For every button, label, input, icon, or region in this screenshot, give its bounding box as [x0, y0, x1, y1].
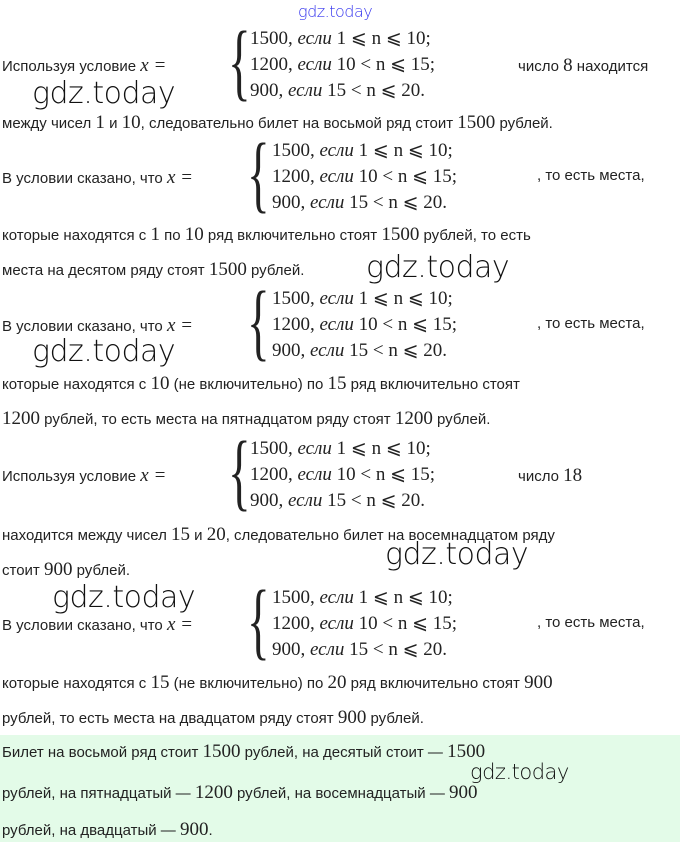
text-segment: рублей. — [432, 411, 491, 428]
case-word: если — [297, 54, 332, 75]
math-number: 1200 — [194, 782, 233, 803]
watermark: gdz.today — [366, 250, 510, 285]
text-segment: рублей, то есть — [419, 227, 531, 244]
text-segment: которые находятся с — [2, 376, 151, 393]
text-segment: , то есть места, — [537, 614, 645, 631]
math-number: 1200 — [394, 408, 433, 429]
label-text: В условии сказано, что — [2, 318, 163, 335]
math-number: 1500 — [202, 741, 241, 762]
text-segment: , следовательно билет на восьмой ряд стоит — [140, 115, 458, 132]
case-condition: 1 ⩽ n ⩽ 10; — [358, 140, 453, 161]
case-word: если — [319, 140, 354, 161]
text-segment: рублей, на десятый стоит — — [240, 744, 448, 761]
variable: x = — [166, 167, 193, 188]
condition-label — [2, 167, 193, 189]
math-number: 10 — [150, 373, 170, 394]
case-value: 1500, — [272, 587, 315, 608]
cases — [250, 26, 435, 104]
text-segment: рублей. — [495, 115, 553, 132]
condition-tail — [537, 614, 645, 631]
case-word: если — [319, 288, 354, 309]
case-value: 1500, — [272, 288, 315, 309]
case-value: 1500, — [272, 140, 315, 161]
brace-icon: { — [247, 572, 270, 668]
cases — [272, 286, 457, 364]
text-segment: рублей, то есть места на пятнадцатом ряду стоят — [40, 411, 395, 428]
text-segment: , то есть места, — [537, 167, 645, 184]
text-line — [2, 672, 553, 695]
label-text: В условии сказано, что — [2, 617, 163, 634]
math-number: 1500 — [208, 259, 247, 280]
text-segment: рублей, на двадцатый — — [2, 822, 180, 839]
cases — [250, 436, 435, 514]
math-number: 900 — [43, 559, 73, 580]
math-number: 900 — [449, 782, 478, 803]
answer-line — [2, 782, 478, 805]
brace-icon: { — [247, 273, 270, 369]
case-value: 1500, — [250, 28, 293, 49]
case-row — [250, 462, 435, 488]
math-number: 18 — [563, 465, 583, 486]
variable: x = — [140, 55, 167, 76]
watermark: gdz.today — [298, 2, 373, 21]
case-row — [272, 286, 457, 312]
case-condition: 1 ⩽ n ⩽ 10; — [358, 587, 453, 608]
math-number: 20 — [206, 524, 226, 545]
text-segment: рублей. — [366, 710, 424, 727]
text-segment: и — [190, 527, 207, 544]
case-word: если — [297, 464, 332, 485]
text-segment: рублей, на пятнадцатый — — [2, 785, 195, 802]
condition-label — [2, 614, 193, 636]
case-condition: 10 < n ⩽ 15; — [336, 464, 436, 485]
watermark: gdz.today — [32, 334, 176, 369]
case-word: если — [288, 80, 323, 101]
case-row — [272, 138, 457, 164]
case-value: 1200, — [272, 314, 315, 335]
math-number: 1 — [150, 224, 160, 245]
case-word: если — [319, 314, 354, 335]
case-row — [272, 312, 457, 338]
text-segment: которые находятся с — [2, 675, 151, 692]
answer-line — [2, 741, 485, 764]
text-segment: рублей. — [246, 262, 305, 279]
text-segment: ряд включительно стоят — [203, 227, 382, 244]
case-value: 1200, — [250, 464, 293, 485]
case-row — [250, 436, 435, 462]
text-segment: находится между чисел — [2, 527, 171, 544]
text-segment: , то есть места, — [537, 315, 645, 332]
case-word: если — [319, 166, 354, 187]
text-segment: число — [518, 468, 564, 485]
math-number: 900 — [337, 707, 367, 728]
text-segment: число — [518, 58, 564, 75]
text-segment: между чисел — [2, 115, 96, 132]
text-segment: , следовательно билет на восемнадцатом ряду — [225, 527, 555, 544]
text-segment: которые находятся с — [2, 227, 151, 244]
answer-line — [2, 819, 213, 842]
text-segment: рублей. — [72, 562, 131, 579]
case-condition: 10 < n ⩽ 15; — [358, 314, 458, 335]
case-word: если — [288, 490, 323, 511]
text-segment: (не включительно) по — [169, 675, 328, 692]
case-condition: 15 < n ⩽ 20. — [327, 490, 426, 511]
case-value: 900, — [272, 639, 306, 660]
text-segment: стоит — [2, 562, 44, 579]
text-segment: Билет на восьмой ряд стоит — [2, 744, 203, 761]
case-condition: 10 < n ⩽ 15; — [336, 54, 436, 75]
case-value: 1200, — [272, 166, 315, 187]
text-segment: рублей, на восемнадцатый — — [232, 785, 450, 802]
case-row — [272, 585, 457, 611]
brace-icon: { — [228, 423, 251, 519]
case-condition: 15 < n ⩽ 20. — [349, 639, 448, 660]
text-segment: ряд включительно стоят — [346, 675, 525, 692]
label-text: Используя условие — [2, 58, 137, 75]
text-segment: и — [104, 115, 122, 132]
label-text: Используя условие — [2, 468, 137, 485]
math-number: 20 — [327, 672, 347, 693]
case-value: 900, — [272, 192, 306, 213]
watermark: gdz.today — [32, 76, 176, 111]
case-row — [272, 611, 457, 637]
math-number: 10 — [184, 224, 204, 245]
text-segment: рублей, то есть места на двадцатом ряду стоят — [2, 710, 338, 727]
case-word: если — [310, 639, 345, 660]
case-word: если — [310, 340, 345, 361]
math-number: 1 — [95, 112, 105, 133]
math-number: 15 — [327, 373, 347, 394]
variable: x = — [166, 614, 193, 635]
piecewise-block — [0, 125, 680, 222]
text-segment: места на десятом ряду стоят — [2, 262, 209, 279]
text-line — [2, 112, 553, 135]
text-line — [2, 373, 520, 396]
math-number: 8 — [563, 55, 573, 76]
math-number: 1200 — [2, 408, 40, 429]
cases — [272, 138, 457, 216]
variable: x = — [166, 315, 193, 336]
text-line — [2, 707, 424, 730]
case-row — [272, 164, 457, 190]
watermark: gdz.today — [470, 760, 569, 784]
case-value: 1200, — [250, 54, 293, 75]
text-line — [2, 559, 130, 582]
case-condition: 1 ⩽ n ⩽ 10; — [336, 28, 431, 49]
label-text: В условии сказано, что — [2, 170, 163, 187]
text-segment: по — [159, 227, 185, 244]
piecewise-block — [0, 423, 680, 520]
case-condition: 10 < n ⩽ 15; — [358, 166, 458, 187]
brace-icon: { — [247, 125, 270, 221]
case-value: 900, — [272, 340, 306, 361]
math-number: 10 — [121, 112, 141, 133]
cases — [272, 585, 457, 663]
case-row — [272, 338, 457, 364]
text-segment: ряд включительно стоят — [346, 376, 520, 393]
condition-label — [2, 465, 166, 487]
watermark: gdz.today — [52, 580, 196, 615]
case-condition: 10 < n ⩽ 15; — [358, 613, 458, 634]
watermark: gdz.today — [385, 537, 529, 572]
condition-tail — [537, 315, 645, 332]
case-word: если — [319, 587, 354, 608]
case-word: если — [297, 438, 332, 459]
math-number: 15 — [171, 524, 190, 545]
case-word: если — [297, 28, 332, 49]
case-condition: 15 < n ⩽ 20. — [349, 340, 448, 361]
math-number: 900 — [179, 819, 209, 840]
case-condition: 15 < n ⩽ 20. — [349, 192, 448, 213]
case-value: 1200, — [272, 613, 315, 634]
case-condition: 15 < n ⩽ 20. — [327, 80, 426, 101]
case-value: 900, — [250, 80, 284, 101]
condition-tail — [518, 55, 648, 77]
text-segment: . — [208, 822, 213, 839]
condition-tail — [537, 167, 645, 184]
case-row — [250, 488, 435, 514]
case-condition: 1 ⩽ n ⩽ 10; — [358, 288, 453, 309]
condition-label — [2, 55, 166, 77]
math-number: 1500 — [447, 741, 486, 762]
text-segment: (не включительно) по — [169, 376, 328, 393]
case-condition: 1 ⩽ n ⩽ 10; — [336, 438, 431, 459]
case-row — [250, 52, 435, 78]
case-row — [272, 190, 457, 216]
case-value: 1500, — [250, 438, 293, 459]
case-word: если — [319, 613, 354, 634]
math-number: 900 — [524, 672, 553, 693]
piecewise-block — [0, 572, 680, 669]
brace-icon: { — [228, 13, 251, 109]
case-value: 900, — [250, 490, 284, 511]
condition-tail — [518, 465, 582, 487]
case-row — [250, 26, 435, 52]
case-row — [250, 78, 435, 104]
text-segment: находится — [572, 58, 649, 75]
math-number: 1500 — [457, 112, 496, 133]
case-row — [272, 637, 457, 663]
variable: x = — [140, 465, 167, 486]
math-number: 1500 — [381, 224, 420, 245]
case-word: если — [310, 192, 345, 213]
text-line — [2, 224, 531, 247]
math-number: 15 — [150, 672, 170, 693]
